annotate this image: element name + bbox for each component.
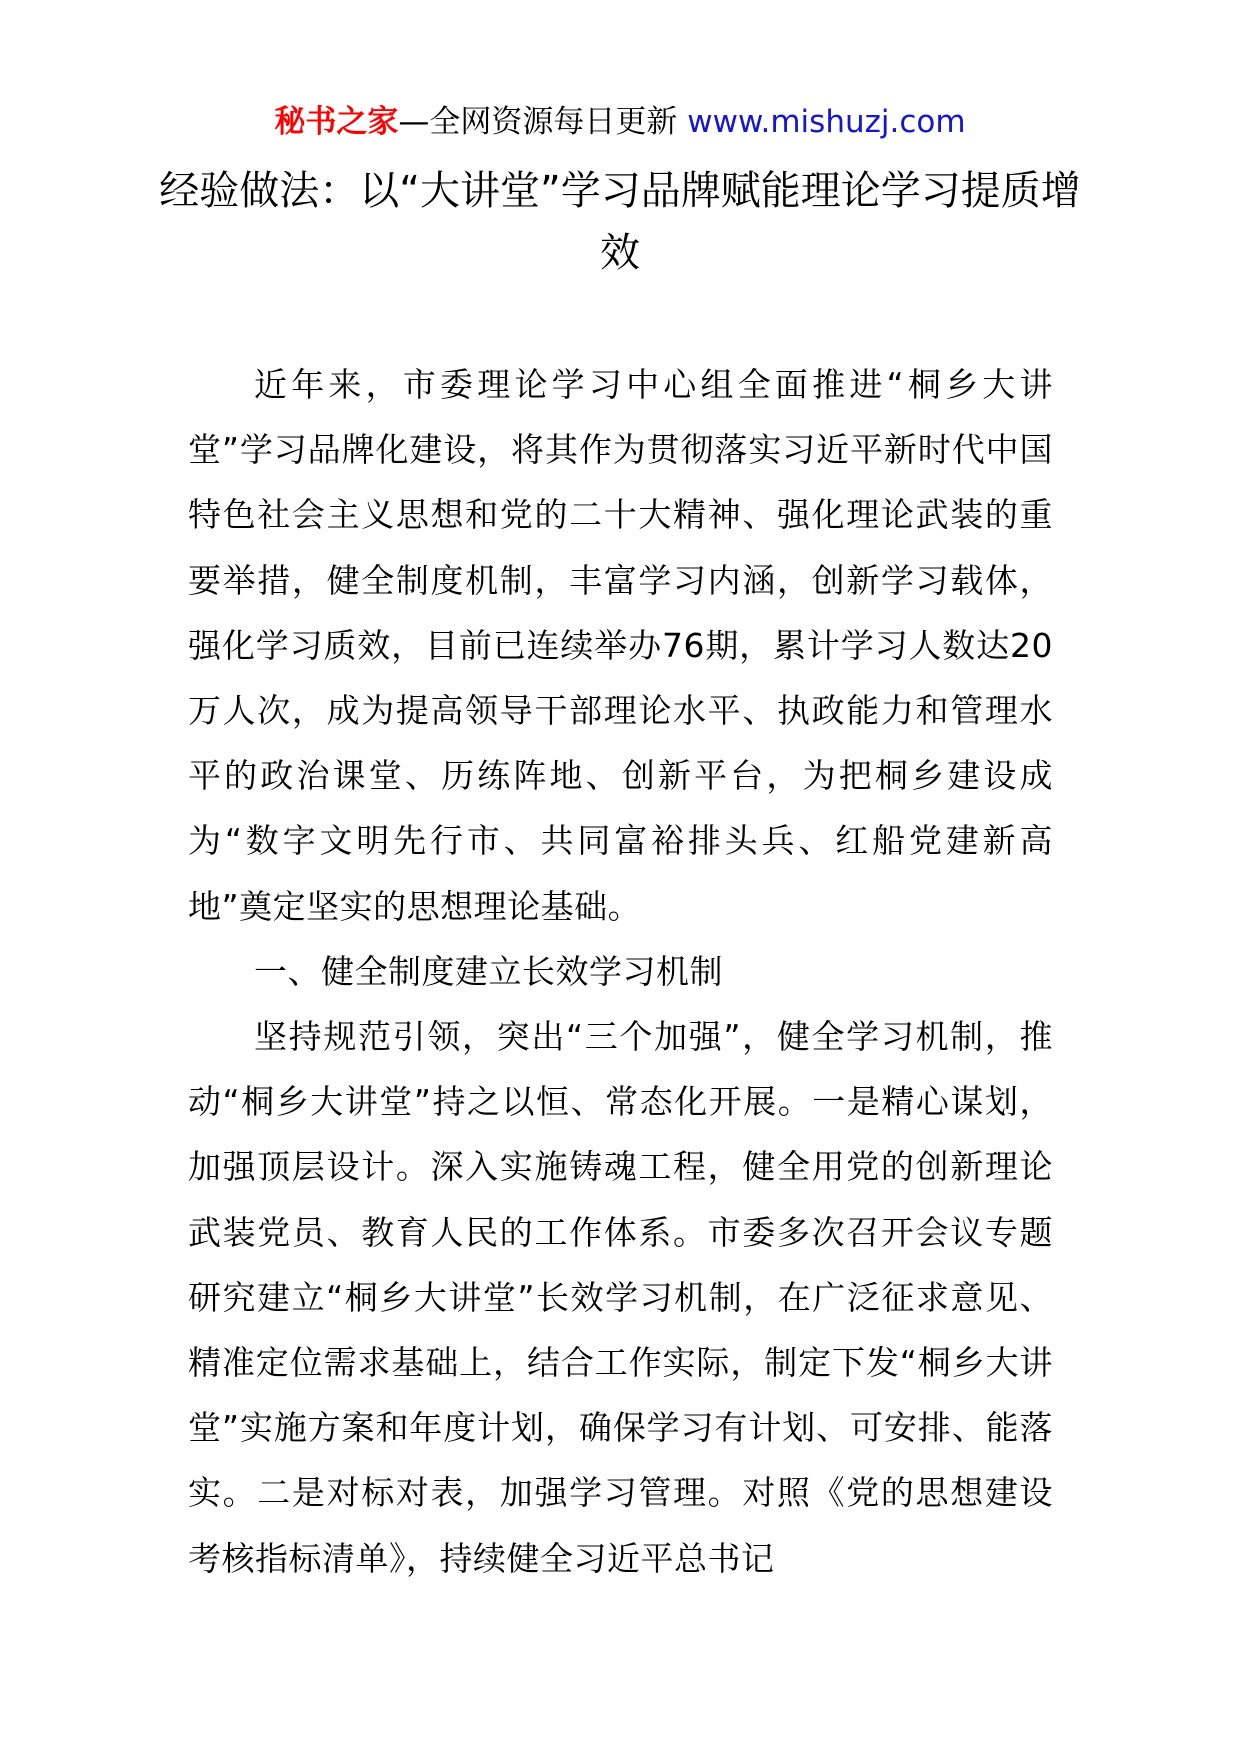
site-url-link[interactable]: www.mishuzj.com [687,104,966,140]
section-heading-1: 一、健全制度建立长效学习机制 [254,951,723,991]
document-body [188,352,1053,1591]
section-paragraph-1: 坚持规范引领，突出“三个加强”，健全学习机制，推动“桐乡大讲堂”持之以恒、常态化开展。一是精心谋划，加强顶层设计。深入实施铸魂工程，健全用党的创新理论武装党员、教育人民的工作体系。市委多次召开会议专题研究建立“桐乡大讲堂”长效学习机制，在广泛征求意见、精准定位需求基础上，结合工作实际，制定下发“桐乡大讲堂”实施方案和年度计划，确保学习有计划、可安排、能落实。二是对标对表，加强学习管理。对照《党的思想建设考核指标清单》，持续健全习近平总书记 [188,1017,1053,1578]
site-header [0,100,1240,144]
brand-name: 秘书之家 [274,104,399,140]
document-title: 经验做法：以“大讲堂”学习品牌赋能理论学习提质增效 [159,168,1081,276]
intro-paragraph: 近年来，市委理论学习中心组全面推进“桐乡大讲堂”学习品牌化建设，将其作为贯彻落实习近平新时代中国特色社会主义思想和党的二十大精神、强化理论武装的重要举措，健全制度机制，丰富学习内涵，创新学习载体，强化学习质效，目前已连续举办76期，累计学习人数达20万人次，成为提高领导干部理论水平、执政能力和管理水平的政治课堂、历练阵地、创新平台，为把桐乡建设成为“数字文明先行市、共同富裕排头兵、红船党建新高地”奠定坚实的思想理论基础。 [188,365,1053,926]
header-slogan: —全网资源每日更新 [398,104,688,140]
